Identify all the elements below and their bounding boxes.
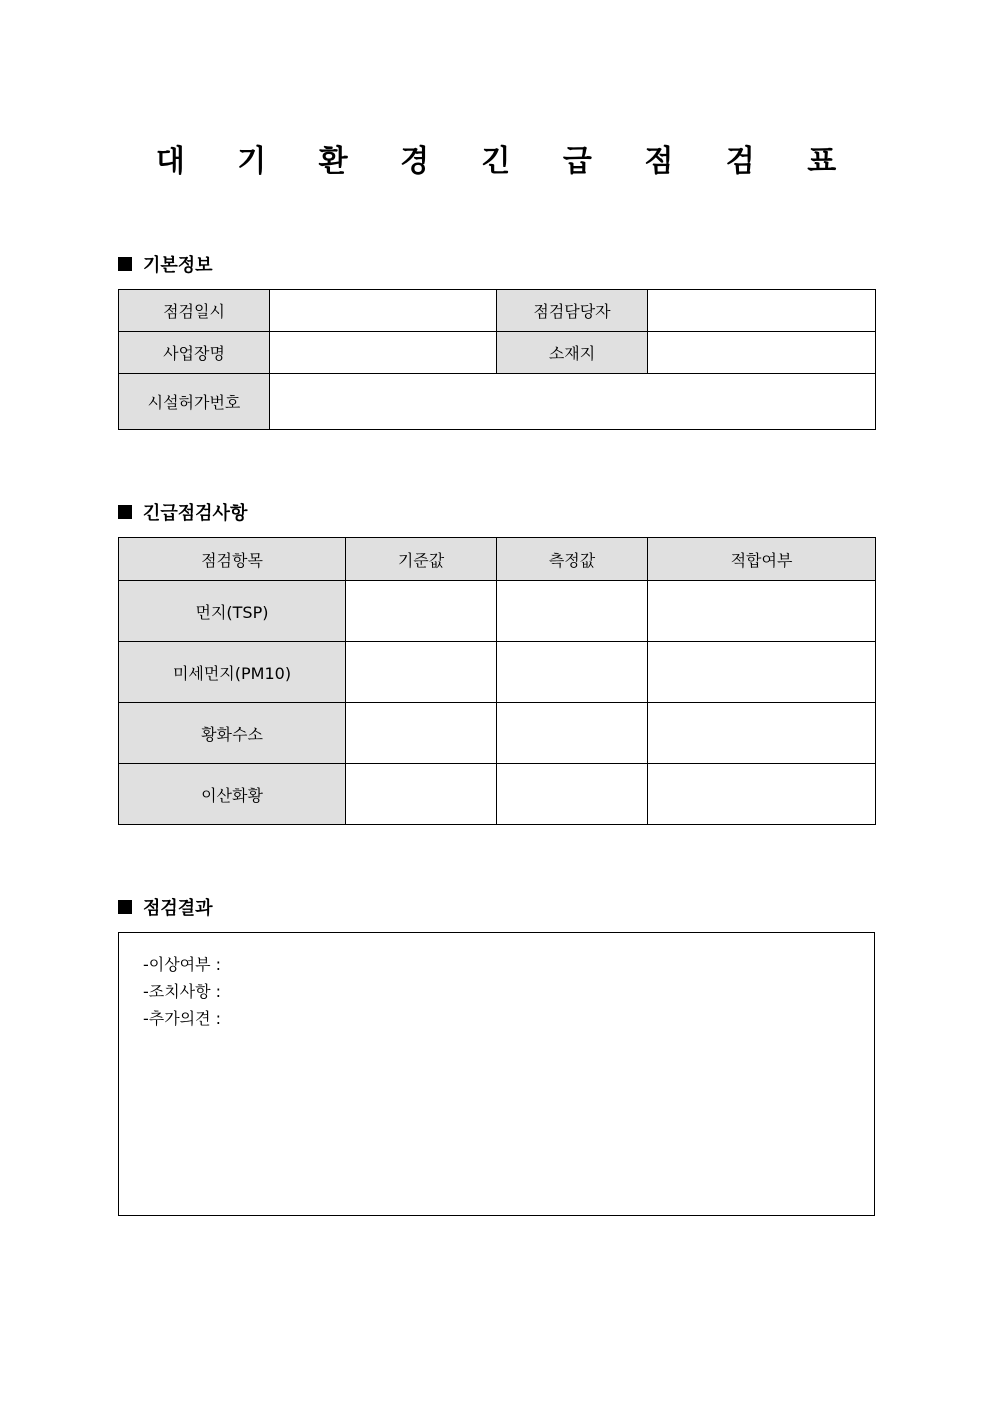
standard-value-field[interactable] <box>346 581 497 642</box>
section-heading-label: 점검결과 <box>143 898 213 919</box>
inspector-field[interactable] <box>648 290 876 332</box>
inspection-date-field[interactable] <box>270 290 497 332</box>
standard-value-field[interactable] <box>346 703 497 764</box>
standard-value-field[interactable] <box>346 642 497 703</box>
measured-value-field[interactable] <box>497 642 648 703</box>
results-box[interactable] <box>118 932 875 1216</box>
compliance-field[interactable] <box>648 581 876 642</box>
business-name-label: 사업장명 <box>119 332 270 374</box>
permit-number-label: 시설허가번호 <box>119 374 270 430</box>
section-heading-results <box>118 894 213 920</box>
anomaly-line: -이상여부 : <box>143 955 222 974</box>
table-row <box>119 764 876 825</box>
action-taken-line: -조치사항 : <box>143 982 222 1001</box>
standard-value-field[interactable] <box>346 764 497 825</box>
location-field[interactable] <box>648 332 876 374</box>
table-row <box>119 642 876 703</box>
table-row <box>119 332 876 374</box>
check-item-label: 황화수소 <box>119 703 346 764</box>
emergency-check-table <box>118 537 876 825</box>
table-row <box>119 374 876 430</box>
table-row <box>119 703 876 764</box>
column-header-standard: 기준값 <box>346 538 497 581</box>
section-heading-basic-info <box>118 251 213 277</box>
table-row <box>119 290 876 332</box>
permit-number-field[interactable] <box>270 374 876 430</box>
table-row <box>119 581 876 642</box>
section-heading-emergency-check <box>118 499 247 525</box>
document-title: 대 기 환 경 긴 급 점 검 표 <box>155 144 858 179</box>
column-header-item: 점검항목 <box>119 538 346 581</box>
check-item-label: 먼지(TSP) <box>119 581 346 642</box>
business-name-field[interactable] <box>270 332 497 374</box>
compliance-field[interactable] <box>648 703 876 764</box>
compliance-field[interactable] <box>648 642 876 703</box>
section-heading-label: 긴급점검사항 <box>143 503 248 524</box>
inspection-date-label: 점검일시 <box>119 290 270 332</box>
location-label: 소재지 <box>497 332 648 374</box>
basic-info-table <box>118 289 876 430</box>
additional-comments-line: -추가의견 : <box>143 1009 222 1028</box>
measured-value-field[interactable] <box>497 703 648 764</box>
column-header-compliance: 적합여부 <box>648 538 876 581</box>
measured-value-field[interactable] <box>497 764 648 825</box>
inspector-label: 점검담당자 <box>497 290 648 332</box>
compliance-field[interactable] <box>648 764 876 825</box>
check-item-label: 미세먼지(PM10) <box>119 642 346 703</box>
square-bullet-icon <box>118 505 132 519</box>
section-heading-label: 기본정보 <box>143 255 213 276</box>
column-header-measured: 측정값 <box>497 538 648 581</box>
table-header-row <box>119 538 876 581</box>
square-bullet-icon <box>118 257 132 271</box>
square-bullet-icon <box>118 900 132 914</box>
measured-value-field[interactable] <box>497 581 648 642</box>
check-item-label: 이산화황 <box>119 764 346 825</box>
